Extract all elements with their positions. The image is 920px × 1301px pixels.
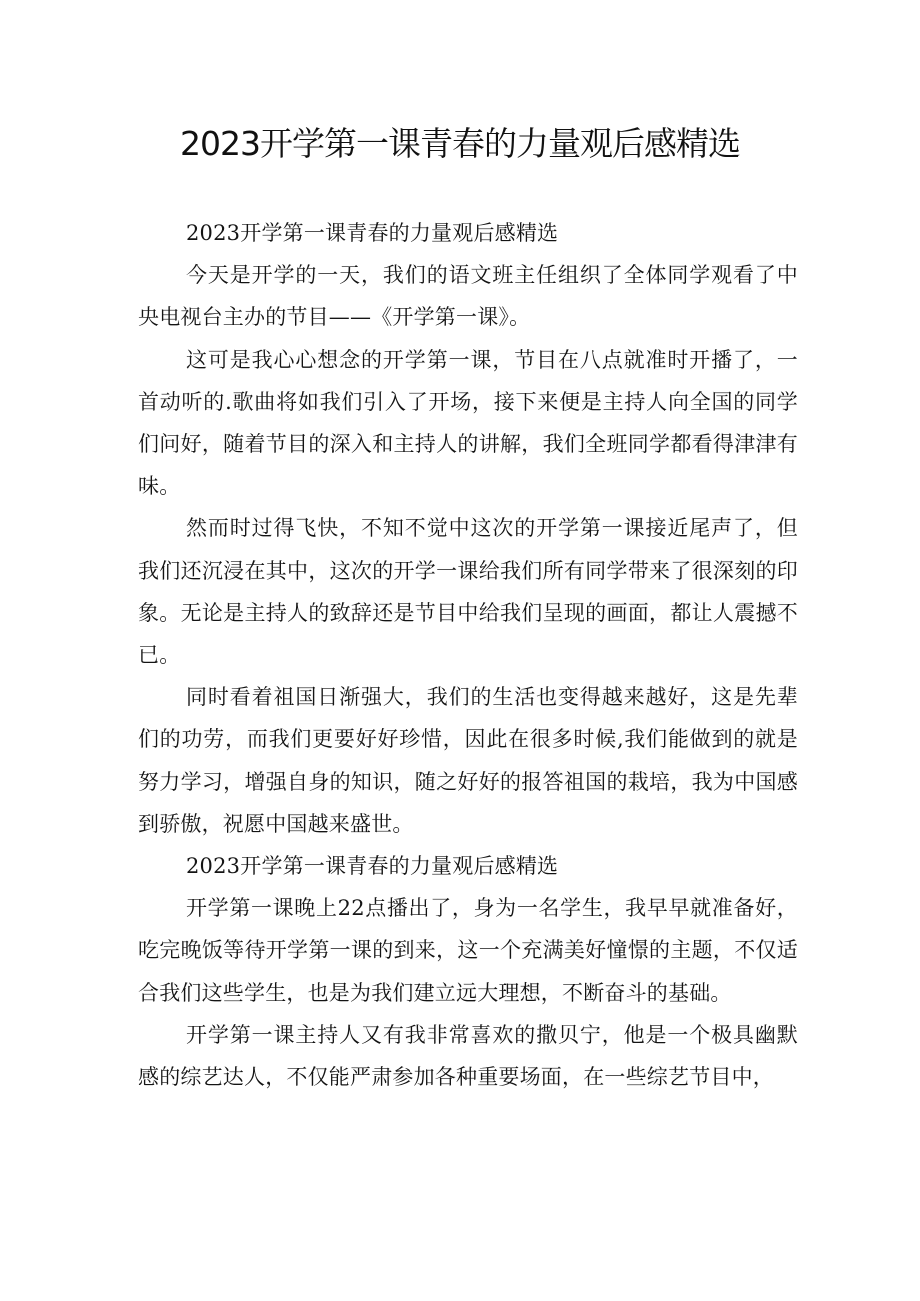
paragraph: 同时看着祖国日渐强大，我们的生活也变得越来越好，这是先辈们的功劳，而我们更要好好珍惜，因此在很多时候,我们能做到的就是努力学习，增强自身的知识，随之好好的报答祖国的栽培，我为中国感到骄傲，祝愿中国越来盛世。 bbox=[138, 685, 798, 836]
paragraph: 这可是我心心想念的开学第一课，节目在八点就准时开播了，一首动听的.歌曲将如我们引入了开场，接下来便是主持人向全国的同学们问好，随着节目的深入和主持人的讲解，我们全班同学都看得津津有味。 bbox=[138, 347, 798, 499]
paragraph: 开学第一课晚上22点播出了，身为一名学生，我早早就准备好，吃完晚饭等待开学第一课的到来，这一个充满美好憧憬的主题，不仅适合我们这些学生，也是为我们建立远大理想，不断奋斗的基础。 bbox=[138, 896, 798, 1005]
paragraph: 今天是开学的一天，我们的语文班主任组织了全体同学观看了中央电视台主办的节目——《开学第一课》。 bbox=[138, 263, 798, 330]
document-title: 2023开学第一课青春的力量观后感精选 bbox=[180, 124, 740, 163]
paragraph-subtitle-1: 2023开学第一课青春的力量观后感精选 bbox=[186, 221, 559, 245]
paragraph-subtitle-2: 2023开学第一课青春的力量观后感精选 bbox=[186, 854, 559, 879]
document-body bbox=[138, 212, 798, 1098]
paragraph: 然而时过得飞快，不知不觉中这次的开学第一课接近尾声了，但我们还沉浸在其中，这次的开学一课给我们所有同学带来了很深刻的印象。无论是主持人的致辞还是节目中给我们呈现的画面，都让人震撼不已。 bbox=[138, 516, 798, 668]
paragraph: 开学第一课主持人又有我非常喜欢的撒贝宁，他是一个极具幽默感的综艺达人，不仅能严肃参加各种重要场面，在一些综艺节目中， bbox=[138, 1022, 798, 1090]
